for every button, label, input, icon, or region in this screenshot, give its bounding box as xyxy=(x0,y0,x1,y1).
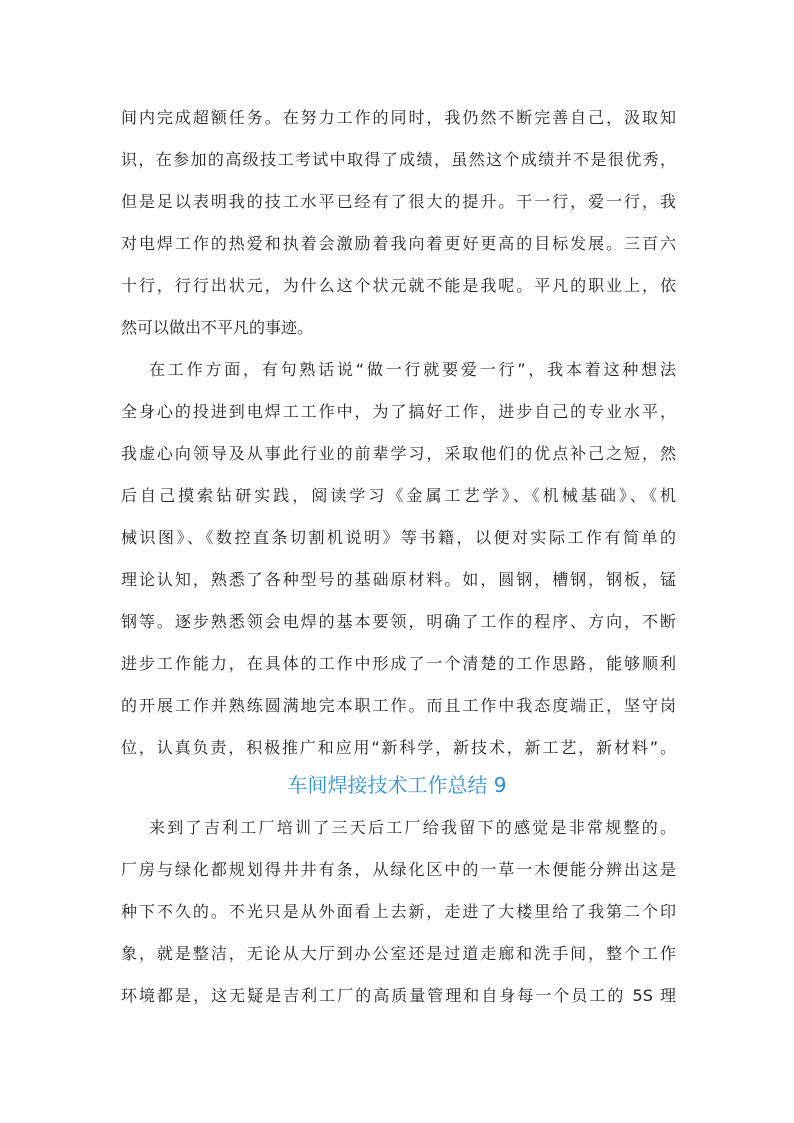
paragraph-line: 种下不久的。不光只是从外面看上去新，走进了大楼里给了我第二个印 xyxy=(121,902,676,921)
paragraph-line: 象，就是整洁，无论从大厅到办公室还是过道走廊和洗手间，整个工作 xyxy=(121,944,676,963)
paragraph-line: 钢等。逐步熟悉领会电焊的基本要领，明确了工作的程序、方向，不断 xyxy=(121,612,676,631)
paragraph-line: 但是足以表明我的技工水平已经有了很大的提升。干一行，爱一行，我 xyxy=(121,192,676,211)
paragraph-line: 我虚心向领导及从事此行业的前辈学习，采取他们的优点补己之短，然 xyxy=(121,444,676,463)
paragraph-line: 识，在参加的高级技工考试中取得了成绩，虽然这个成绩并不是很优秀， xyxy=(121,150,676,169)
paragraph-line: 十行，行行出状元，为什么这个状元就不能是我呢。平凡的职业上，依 xyxy=(121,276,676,295)
paragraph-line: 理论认知，熟悉了各种型号的基础原材料。如，圆钢，槽钢，钢板，锰 xyxy=(121,570,676,589)
paragraph-line: 位，认真负责，积极推广和应用“新科学，新技术，新工艺，新材料”。 xyxy=(121,738,676,757)
section-heading: 车间焊接技术工作总结 9 xyxy=(287,773,507,797)
paragraph-line: 厂房与绿化都规划得井井有条，从绿化区中的一草一木便能分辨出这是 xyxy=(121,860,676,879)
paragraph-line: 后自己摸索钻研实践，阅读学习《金属工艺学》、《机械基础》、《机 xyxy=(121,486,676,505)
paragraph-line: 在工作方面，有句熟话说“做一行就要爱一行”，我本着这种想法 xyxy=(149,360,676,379)
paragraph-line: 然可以做出不平凡的事迹。 xyxy=(121,318,314,337)
paragraph-line: 间内完成超额任务。在努力工作的同时，我仍然不断完善自己，汲取知 xyxy=(121,108,676,127)
paragraph-line: 环境都是，这无疑是吉利工厂的高质量管理和自身每一个员工的 5S 理 xyxy=(121,986,676,1005)
paragraph-line: 械识图》、《数控直条切割机说明》等书籍，以便对实际工作有简单的 xyxy=(121,528,676,547)
paragraph-line: 来到了吉利工厂培训了三天后工厂给我留下的感觉是非常规整的。 xyxy=(149,818,676,837)
paragraph-line: 对电焊工作的热爱和执着会激励着我向着更好更高的目标发展。三百六 xyxy=(121,234,676,253)
paragraph-line: 的开展工作并熟练圆满地完本职工作。而且工作中我态度端正，坚守岗 xyxy=(121,696,676,715)
paragraph-line: 进步工作能力，在具体的工作中形成了一个清楚的工作思路，能够顺利 xyxy=(121,654,676,673)
paragraph-line: 全身心的投进到电焊工工作中，为了搞好工作，进步自己的专业水平， xyxy=(121,402,676,421)
